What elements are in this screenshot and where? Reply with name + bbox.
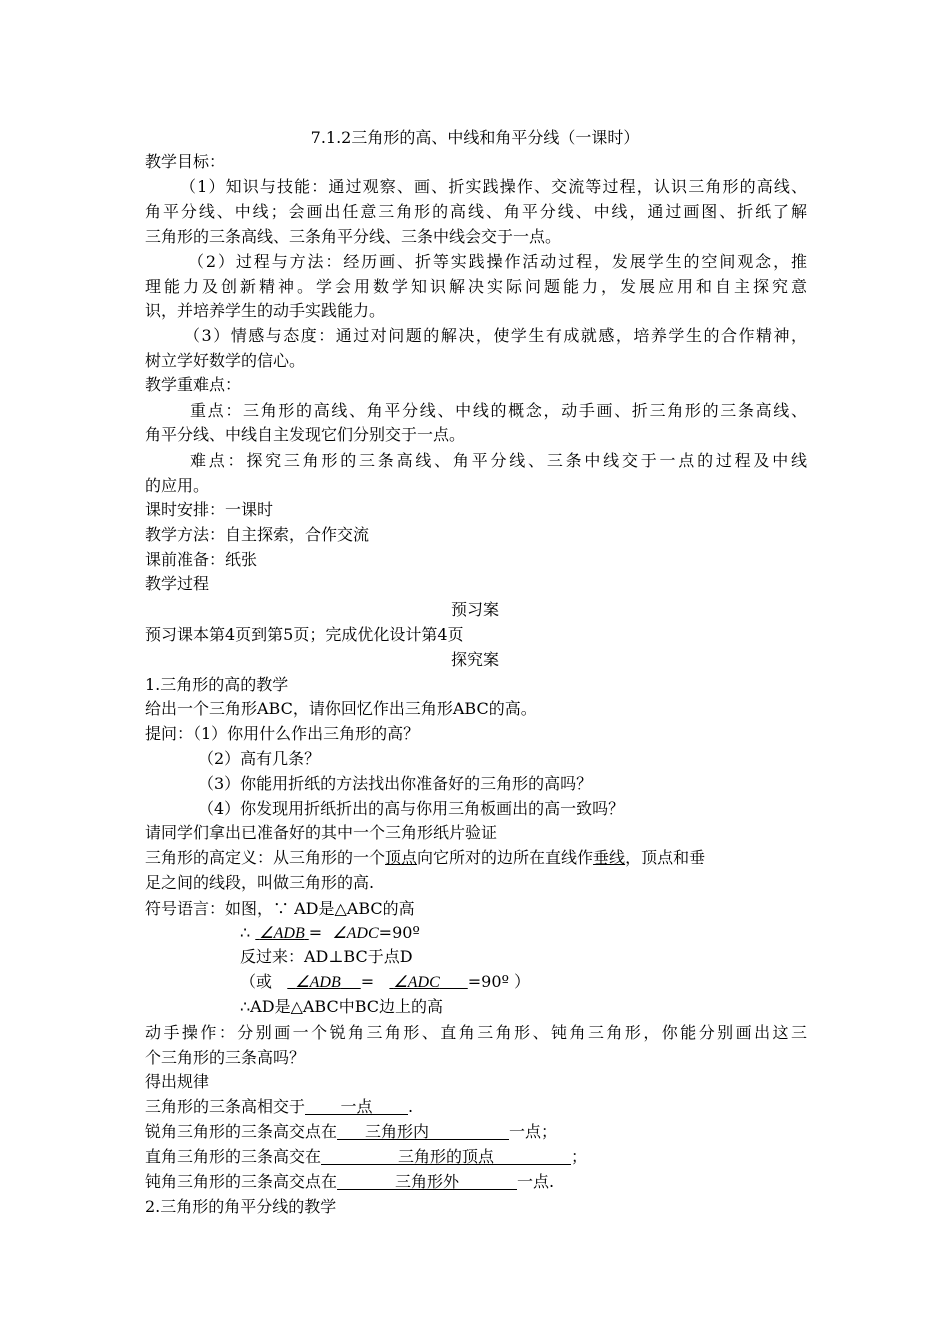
text: 向它所对的边所在直线作	[417, 848, 594, 867]
hands-on-line: 动手操作：分别画一个锐角三角形、直角三角形、钝角三角形，你能分别画出这三	[145, 1023, 807, 1042]
difficult-line: 的应用。	[145, 476, 210, 495]
section-2: 2.三角形的角平分线的教学	[145, 1197, 337, 1216]
symbol-converse: 反过来：AD⊥BC于点D	[240, 947, 413, 966]
preview-title: 预习案	[450, 600, 499, 619]
symbol-therefore	[240, 922, 420, 944]
symbol-conclusion: ∴AD是△ABC中BC边上的高	[240, 997, 444, 1016]
close: ）	[514, 972, 531, 991]
or: （或	[240, 972, 273, 991]
explore-title: 探究案	[450, 650, 499, 669]
hands-on-line: 个三角形的三条高吗？	[145, 1048, 306, 1067]
rule-2	[145, 1121, 557, 1143]
key-line: 重点：三角形的高线、角平分线、中线的概念，动手画、折三角形的三条高线、	[190, 401, 807, 420]
rule-3	[145, 1146, 587, 1168]
therefore: ∴	[240, 923, 251, 942]
goal1-line: （1）知识与技能：通过观察、画、折实践操作、交流等过程，认识三角形的高线、	[180, 177, 807, 196]
rule-1	[145, 1096, 413, 1118]
key-heading: 教学重难点：	[145, 375, 242, 394]
ninety: =90º	[378, 923, 420, 942]
question-1: 提问：（1）你用什么作出三角形的高？	[145, 724, 420, 743]
goal1-line: 三角形的三条高线、三条角平分线、三条中线会交于一点。	[145, 227, 562, 246]
key-line: 角平分线、中线自主发现它们分别交于一点。	[145, 425, 466, 444]
text: 一点.	[517, 1172, 555, 1191]
verify: 请同学们拿出已准备好的其中一个三角形纸片验证	[145, 823, 498, 842]
angle-adb	[287, 974, 360, 991]
schedule: 课时安排：一课时	[145, 500, 274, 519]
angle: ∠ADB	[295, 974, 341, 991]
question-3: （3）你能用折纸的方法找出你准备好的三角形的高吗？	[198, 774, 593, 793]
goal3-line: 树立学好数学的信心。	[145, 351, 306, 370]
definition-line	[145, 847, 705, 869]
doc-title: 7.1.2三角形的高、中线和角平分线（一课时）	[310, 128, 640, 147]
angle-adc	[389, 974, 467, 991]
goal2-line: （2）过程与方法：经历画、折等实践操作活动过程，发展学生的空间观念，推	[188, 252, 807, 271]
preview-text: 预习课本第4页到第5页；完成优化设计第4页	[145, 625, 464, 644]
rule-heading: 得出规律	[145, 1072, 210, 1091]
question-2: （2）高有几条？	[198, 749, 321, 768]
text: 直角三角形的三条高交在	[145, 1147, 322, 1166]
goal2-line: 识，并培养学生的动手实践能力。	[145, 301, 386, 320]
text: ；	[571, 1147, 588, 1166]
goal1-line: 角平分线、中线；会画出任意三角形的高线、角平分线、中线，通过画图、折纸了解	[145, 202, 807, 221]
question-4: （4）你发现用折纸折出的高与你用三角板画出的高一致吗？	[198, 799, 625, 818]
ninety: =90º	[467, 972, 510, 991]
goal2-line: 理能力及创新精神。学会用数学知识解决实际问题能力，发展应用和自主探究意	[145, 277, 807, 296]
eq: =	[308, 923, 323, 942]
answer-blank: 三角形外	[337, 1172, 517, 1190]
text: ，顶点和垂	[625, 848, 706, 867]
process-heading: 教学过程	[145, 574, 210, 593]
goals-heading: 教学目标：	[145, 152, 226, 171]
angle: ∠ADB	[259, 925, 305, 942]
rule-4	[145, 1171, 554, 1193]
symbol-line: 符号语言：如图，∵ AD是△ABC的高	[145, 899, 415, 918]
text: .	[408, 1097, 414, 1116]
method: 教学方法：自主探索，合作交流	[145, 525, 370, 544]
text: 三角形的三条高相交于	[145, 1097, 306, 1116]
answer-blank: 三角形内	[337, 1122, 509, 1140]
angle-adb	[255, 925, 308, 942]
section-1-give: 给出一个三角形ABC，请你回忆作出三角形ABC的高。	[145, 699, 537, 718]
text: 钝角三角形的三条高交点在	[145, 1172, 338, 1191]
underlined-term: 垂线	[593, 848, 626, 867]
angle: ∠ADC	[393, 974, 440, 991]
section-1: 1.三角形的高的教学	[145, 675, 289, 694]
underlined-term: 顶点	[385, 848, 418, 867]
angle-adc: ∠ADC	[332, 925, 379, 942]
text: 锐角三角形的三条高交点在	[145, 1122, 338, 1141]
answer-blank: 一点	[305, 1097, 408, 1115]
prep: 课前准备：纸张	[145, 550, 258, 569]
symbol-or	[240, 971, 530, 993]
text: 三角形的高定义：从三角形的一个	[145, 848, 386, 867]
answer-blank: 三角形的顶点	[321, 1147, 571, 1165]
eq: =	[360, 972, 375, 991]
difficult-line: 难点：探究三角形的三条高线、角平分线、三条中线交于一点的过程及中线	[190, 451, 807, 470]
goal3-line: （3）情感与态度：通过对问题的解决，使学生有成就感，培养学生的合作精神，	[184, 326, 807, 345]
definition-line: 足之间的线段，叫做三角形的高.	[145, 873, 375, 892]
text: 一点；	[509, 1122, 558, 1141]
